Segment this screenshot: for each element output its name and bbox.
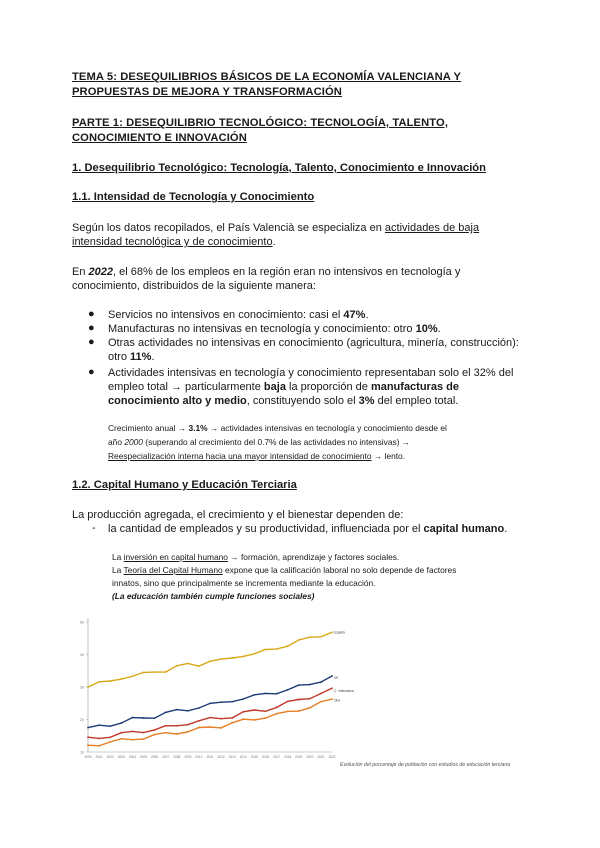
reespecializacion-link: Reespecialización interna hacia una mayor intensidad de conocimiento — [108, 451, 372, 461]
section-1-1-heading: 1.1. Intensidad de Tecnología y Conocimiento — [72, 191, 315, 203]
data-point — [187, 710, 189, 712]
data-point — [242, 711, 244, 713]
x-tick-label: 2010 — [195, 755, 203, 759]
x-tick-label: 2005 — [139, 755, 148, 759]
data-point — [98, 724, 100, 726]
data-point — [220, 701, 222, 703]
bullet-item-4: Actividades intensivas en tecnología y conocimiento representaban solo el 32% del — [108, 367, 514, 379]
series-label: C. Valenciana — [334, 688, 354, 693]
x-tick-label: 2013 — [228, 755, 236, 759]
x-tick-label: 2004 — [128, 755, 136, 759]
data-point — [131, 717, 133, 719]
paragraph-1-line2: intensidad tecnológica y de conocimiento. — [72, 236, 276, 248]
data-point — [220, 727, 222, 729]
data-point — [176, 733, 178, 735]
data-point — [231, 657, 233, 659]
growth-note-line2: año 2000 (superando al crecimiento del 0.7% de las actividades no intensivas) → — [108, 437, 411, 447]
data-point — [298, 684, 300, 686]
data-point — [109, 741, 111, 743]
data-point — [276, 713, 278, 715]
x-tick-label: 2007 — [162, 755, 170, 759]
data-point — [165, 725, 167, 727]
data-point — [198, 720, 200, 722]
data-point — [165, 732, 167, 734]
x-tick-label: 2015 — [250, 755, 258, 759]
x-tick-label: 2003 — [117, 755, 125, 759]
data-point — [154, 729, 156, 731]
part-heading-line2: CONOCIMIENTO E INNOVACIÓN — [72, 132, 247, 144]
data-point — [253, 694, 255, 696]
x-tick-label: 2012 — [217, 755, 225, 759]
data-point — [109, 725, 111, 727]
data-point — [320, 693, 322, 695]
data-point — [309, 698, 311, 700]
x-tick-label: 2008 — [173, 755, 181, 759]
data-point — [209, 717, 211, 719]
data-point — [187, 731, 189, 733]
chart-caption: Evolución del porcentaje de población con estudios de educación terciaria — [340, 762, 511, 768]
y-tick-label: 40 — [80, 653, 84, 657]
data-point — [154, 734, 156, 736]
paragraph-2: En 2022, el 68% de los empleos en la región eran no intensivos en tecnología y — [72, 266, 461, 278]
data-point — [220, 718, 222, 720]
data-point — [120, 732, 122, 734]
x-tick-label: 2006 — [150, 755, 159, 759]
data-point — [87, 736, 89, 738]
data-point — [309, 684, 311, 686]
document-title-line2: PROPUESTAS DE MEJORA Y TRANSFORMACIÓN — [72, 86, 342, 98]
document-title: TEMA 5: DESEQUILIBRIOS BÁSICOS DE LA ECONOMÍA VALENCIANA Y — [72, 71, 462, 83]
x-tick-label: 2002 — [106, 755, 114, 759]
data-point — [265, 649, 267, 651]
growth-note-line3: Reespecialización interna hacia una mayor intensidad de conocimiento → lento. — [108, 451, 406, 461]
x-tick-label: 2020 — [306, 755, 314, 759]
x-tick-label: 2017 — [272, 755, 281, 759]
data-point — [154, 671, 156, 673]
data-point — [276, 648, 278, 650]
paragraph-3: La producción agregada, el crecimiento y el bienestar dependen de: — [72, 509, 404, 521]
tertiary-education-chart — [70, 612, 354, 772]
data-point — [109, 680, 111, 682]
data-point — [198, 707, 200, 709]
data-point — [98, 745, 100, 747]
x-tick-label: 2022 — [328, 755, 336, 759]
capital-note: La inversión en capital humano → formación, aprendizaje y factores sociales. — [112, 552, 400, 562]
teoria-link: Teoría del Capital Humano — [123, 565, 223, 575]
data-point — [120, 678, 122, 680]
data-point — [143, 732, 145, 734]
bullet-item-4-line3: conocimiento alto y medio, constituyendo solo el 3% del empleo total. — [108, 395, 459, 407]
x-tick-label: 2021 — [317, 755, 325, 759]
data-point — [331, 687, 333, 689]
data-point — [198, 727, 200, 729]
data-point — [98, 738, 100, 740]
dash-marker: - — [92, 522, 96, 534]
bullet-item-3: Otras actividades no intensivas en conocimiento (agricultura, minería, construcción): — [108, 337, 519, 349]
data-point — [287, 701, 289, 703]
data-point — [131, 675, 133, 677]
bullet-dot: ● — [88, 308, 95, 320]
data-point — [331, 698, 333, 700]
x-tick-label: 2001 — [95, 755, 103, 759]
capital-note-line3: innatos, sino que principalmente se incrementa mediante la educación. — [112, 578, 376, 588]
paragraph-2-line2: conocimiento, distribuidos de la siguiente manera: — [72, 280, 316, 292]
data-point — [253, 653, 255, 655]
data-point — [165, 711, 167, 713]
data-point — [176, 665, 178, 667]
bullet-item-3-line2: otro 11%. — [108, 351, 155, 363]
data-point — [143, 738, 145, 740]
data-point — [187, 663, 189, 665]
section-1-heading: 1. Desequilibrio Tecnológico: Tecnología, Talento, Conocimiento e Innovación — [72, 162, 486, 174]
bullet-item-1: Servicios no intensivos en conocimiento: casi el 47%. — [108, 309, 369, 321]
capital-note-line4: (La educación también cumple funciones sociales) — [112, 591, 315, 601]
data-point — [298, 639, 300, 641]
y-tick-label: 20 — [80, 718, 84, 722]
inversion-link: inversión en capital humano — [123, 552, 228, 562]
data-point — [209, 660, 211, 662]
series-line-1 — [88, 676, 332, 728]
data-point — [87, 686, 89, 688]
data-point — [287, 689, 289, 691]
data-point — [253, 719, 255, 721]
data-point — [231, 717, 233, 719]
data-point — [331, 675, 333, 677]
data-point — [176, 709, 178, 711]
data-point — [176, 725, 178, 727]
data-point — [276, 693, 278, 695]
x-tick-label: 2000 — [84, 755, 92, 759]
data-point — [265, 717, 267, 719]
y-tick-label: 30 — [80, 685, 84, 690]
data-point — [131, 730, 133, 732]
series-line-0 — [88, 632, 332, 687]
data-point — [242, 718, 244, 720]
series-label: España — [334, 630, 345, 635]
growth-note: Crecimiento anual → 3.1% → actividades intensivas en tecnología y conocimiento desde el — [108, 423, 447, 433]
x-tick-label: 2014 — [239, 755, 247, 759]
bullet-item-4-line2: empleo total → particularmente baja la proporción de manufacturas de — [108, 381, 459, 393]
bullet-item-2: Manufacturas no intensivas en tecnología y conocimiento: otro 10%. — [108, 323, 441, 335]
underlined-phrase: actividades de baja — [384, 222, 480, 234]
data-point — [320, 681, 322, 683]
series-line-2 — [88, 688, 332, 738]
bullet-dot: ● — [88, 366, 95, 378]
data-point — [242, 655, 244, 657]
data-point — [187, 724, 189, 726]
capital-note-line2: La Teoría del Capital Humano expone que la calificación laboral no solo depende de factores — [112, 565, 457, 575]
data-point — [242, 698, 244, 700]
x-tick-label: 2009 — [184, 755, 192, 759]
y-tick-label: 50 — [80, 620, 84, 625]
data-point — [143, 717, 145, 719]
data-point — [143, 672, 145, 674]
data-point — [154, 717, 156, 719]
underlined-phrase-2: intensidad tecnológica y de conocimiento — [72, 236, 273, 248]
data-point — [231, 722, 233, 724]
data-point — [276, 707, 278, 709]
series-label: UE — [334, 675, 339, 680]
data-point — [309, 636, 311, 638]
data-point — [209, 726, 211, 728]
data-point — [198, 665, 200, 667]
y-tick-label: 10 — [80, 750, 84, 755]
paragraph-1: Según los datos recopilados, el País Valencià se especializa en actividades de baja — [72, 222, 480, 234]
data-point — [265, 692, 267, 694]
data-point — [98, 681, 100, 683]
data-point — [131, 739, 133, 741]
series-label: Otra — [334, 698, 341, 703]
data-point — [87, 727, 89, 729]
x-tick-label: 2011 — [206, 755, 214, 759]
data-point — [331, 631, 333, 633]
data-point — [287, 645, 289, 647]
dash-item-1: la cantidad de empleados y su productividad, influenciada por el capital humano. — [108, 523, 508, 535]
data-point — [320, 701, 322, 703]
part-heading: PARTE 1: DESEQUILIBRIO TECNOLÓGICO: TECNOLOGÍA, TALENTO, — [72, 117, 449, 129]
data-point — [298, 699, 300, 701]
data-point — [209, 703, 211, 705]
data-point — [309, 707, 311, 709]
data-point — [265, 710, 267, 712]
x-tick-label: 2019 — [295, 755, 303, 759]
section-1-2-heading: 1.2. Capital Humano y Educación Terciaria — [72, 479, 297, 491]
data-point — [120, 722, 122, 724]
data-point — [298, 710, 300, 712]
bullet-dot: ● — [88, 322, 95, 334]
data-point — [120, 738, 122, 740]
data-point — [109, 736, 111, 738]
data-point — [253, 709, 255, 711]
data-point — [165, 671, 167, 673]
data-point — [87, 744, 89, 746]
data-point — [231, 701, 233, 703]
data-point — [220, 658, 222, 660]
bullet-dot: ● — [88, 336, 95, 348]
series-line-3 — [88, 699, 332, 746]
x-tick-label: 2016 — [261, 755, 270, 759]
x-tick-label: 2018 — [284, 755, 292, 759]
data-point — [320, 636, 322, 638]
data-point — [287, 711, 289, 713]
